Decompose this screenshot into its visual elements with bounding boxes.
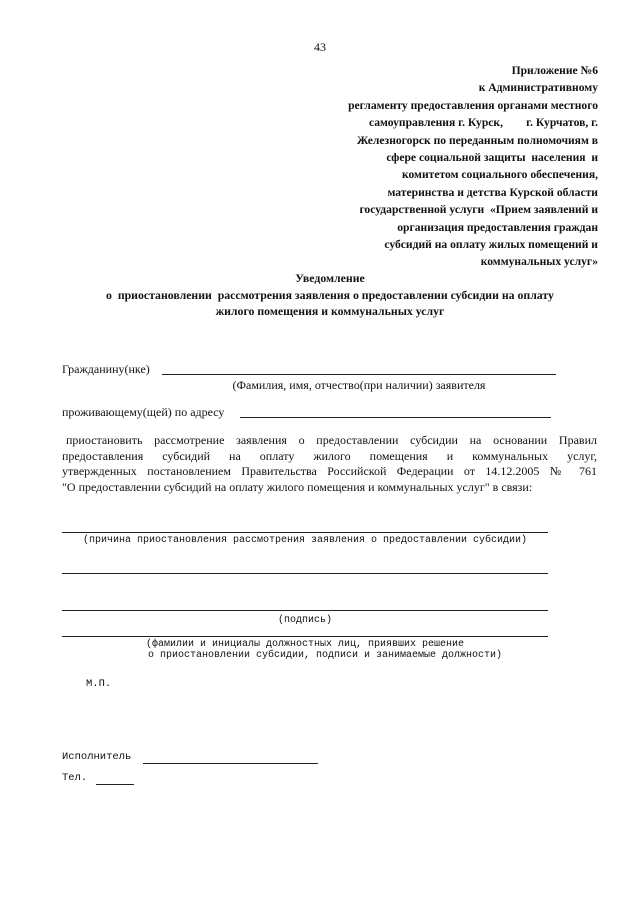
officials-caption	[62, 639, 548, 661]
citizen-name-field[interactable]	[162, 374, 556, 375]
appendix-line: организация предоставления граждан	[397, 220, 598, 234]
appendix-line: самоуправления г. Курск, г. Курчатов, г.	[368, 116, 598, 130]
appendix-line: к Административному	[478, 81, 598, 95]
paragraph-line: "О предоставлении субсидий на оплату жилого помещения и коммунальных услуг" в связи:	[62, 479, 533, 494]
phone-field[interactable]	[96, 784, 134, 785]
main-paragraph	[62, 433, 597, 495]
title-line: Уведомление	[295, 271, 365, 285]
phone-label: Тел.	[62, 772, 88, 784]
officials-field[interactable]	[62, 636, 548, 637]
address-field[interactable]	[240, 417, 551, 418]
page-number: 43	[314, 40, 326, 54]
document-title	[60, 270, 600, 320]
officials-caption-line: (фамилии и инициалы должностных лиц, приявших решение	[145, 639, 465, 650]
citizen-label: Гражданину(нке)	[62, 362, 150, 376]
address-label: проживающему(щей) по адресу	[62, 405, 225, 419]
title-line: о приостановлении рассмотрения заявления о предоставлении субсидии на оплату	[106, 287, 554, 302]
appendix-line: субсидий на оплату жилых помещений и	[384, 238, 598, 252]
signature-caption: (подпись)	[277, 615, 332, 626]
title-line: жилого помещения и коммунальных услуг	[215, 304, 445, 318]
executor-label: Исполнитель	[62, 751, 132, 763]
paragraph-line: предоставления субсидий на оплату жилого помещения и коммунальных услуг,	[62, 448, 597, 463]
reason-field-continued[interactable]	[62, 573, 548, 574]
paragraph-line: утвержденных постановлением Правительства Российской Федерации от 14.12.2005 № 761	[62, 464, 597, 479]
appendix-line: Железногорск по переданным полномочиям в	[356, 133, 598, 147]
citizen-caption: (Фамилия, имя, отчество(при наличии) заявителя	[232, 378, 486, 392]
appendix-line: материнства и детства Курской области	[387, 185, 598, 199]
appendix-line: комитетом социального обеспечения,	[401, 168, 598, 182]
appendix-header	[298, 62, 598, 271]
appendix-line: государственной услуги «Прием заявлений и	[359, 203, 598, 217]
appendix-line: Приложение №6	[511, 64, 598, 77]
appendix-line: сфере социальной защиты населения и	[386, 151, 598, 165]
signature-field[interactable]	[62, 610, 548, 611]
appendix-line: коммунальных услуг»	[480, 255, 598, 269]
officials-caption-line: о приостановлении субсидии, подписи и занимаемые должности)	[147, 650, 503, 661]
stamp-placeholder: М.П.	[86, 678, 112, 690]
executor-field[interactable]	[143, 763, 318, 764]
paragraph-line: приостановить рассмотрение заявления о предоставлении субсидии на основании Правил	[66, 433, 597, 447]
appendix-line: регламенту предоставления органами местного	[348, 98, 598, 112]
reason-caption: (причина приостановления рассмотрения заявления о предоставлении субсидии)	[82, 535, 528, 546]
reason-field[interactable]	[62, 532, 548, 533]
